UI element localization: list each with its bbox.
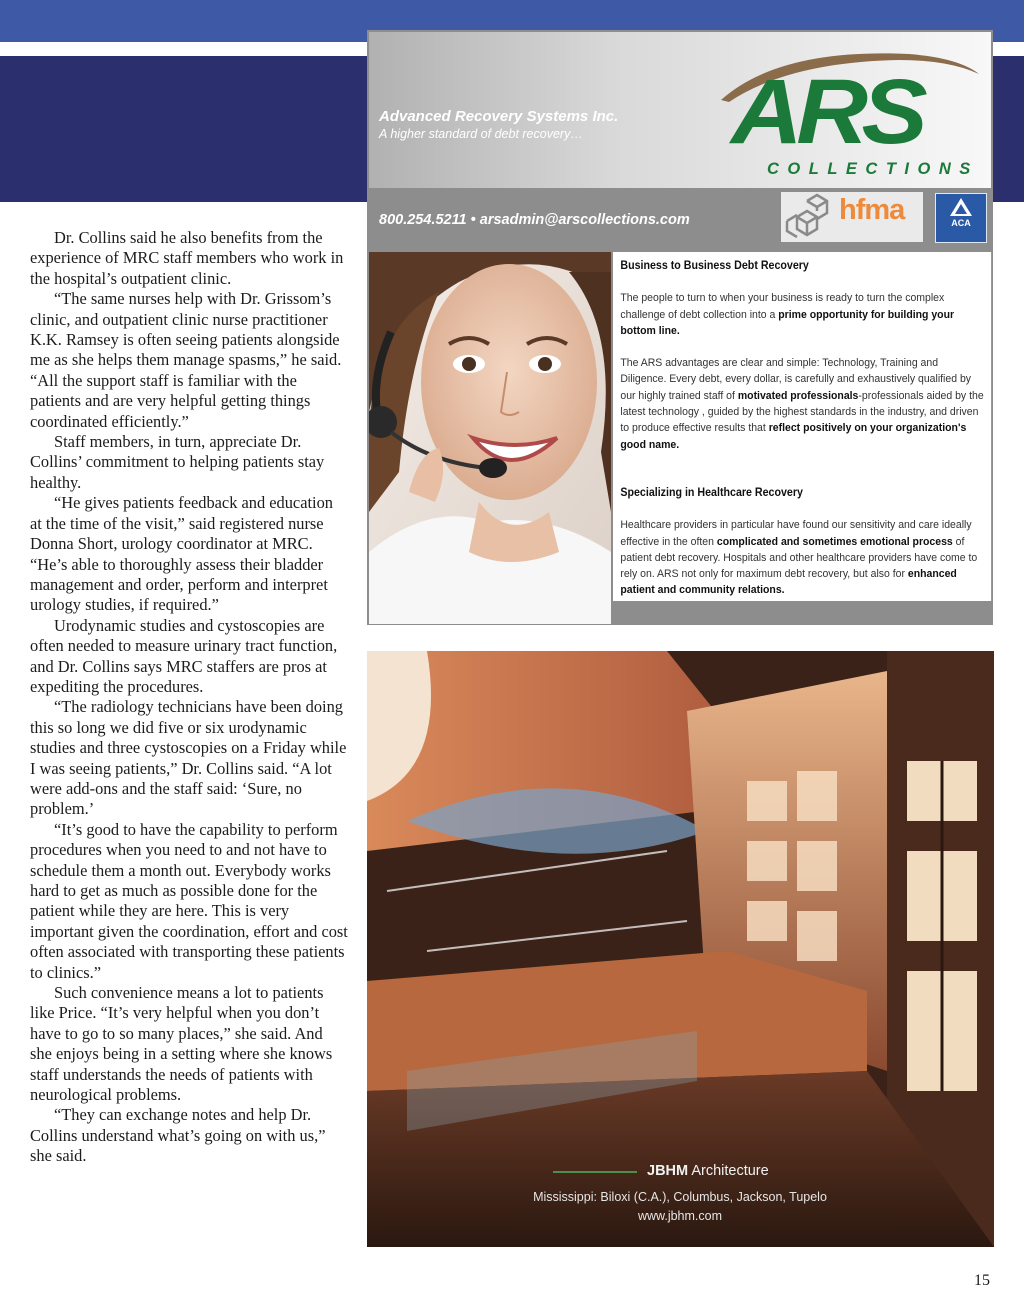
ad-text-bold: motivated professionals	[737, 389, 859, 402]
article-paragraph: “They can exchange notes and help Dr. Collins understand what’s going on with us,” she said.	[30, 1105, 326, 1166]
ad-text-span: of patient debt recovery. Hospitals and other healthcare providers have come to rely on. ARS not only for maximum debt recovery, but also for	[620, 535, 978, 581]
ad-text-span: Healthcare providers in particular have found our sensitivity and care ideally effective in the often	[620, 519, 972, 548]
ad-text-bold: prime opportunity for building your bottom line.	[620, 308, 955, 337]
ad-text-span: The ARS advantages are clear and simple: Technology, Training and Diligence. Every debt, every dollar, is carefully and exhaustively qualified by our highly trained staff of	[620, 357, 972, 402]
ad-heading-healthcare: Specializing in Healthcare Recovery	[620, 485, 803, 499]
article-paragraph: Urodynamic studies and cystoscopies are often needed to measure urinary tract function, and Dr. Collins says MRC staffers are pros at expediting the procedures.	[30, 615, 338, 696]
ad-paragraph	[620, 355, 983, 453]
hfma-cube-icon	[783, 193, 839, 241]
article-paragraph: “The same nurses help with Dr. Grissom’s clinic, and outpatient clinic nurse practitioner K.K. Ramsey is often seeing patients alongside me as she helps them manage spasms,” he said. “All the support staff is familiar with the patients and are very helpful getting things coordinated efficiently.”	[30, 289, 342, 431]
article-paragraph: “He gives patients feedback and education at the time of the visit,” said registered nurse Donna Short, urology coordinator at MRC. “He’s able to thoroughly assess their bladder management and order, perform and interpret urology studies, if required.”	[30, 493, 333, 615]
ad-company-name: Advanced Recovery Systems Inc.	[379, 108, 619, 125]
article-paragraph: Staff members, in turn, appreciate Dr. Collins’ commitment to helping patients stay healthy.	[30, 432, 325, 492]
architecture-url[interactable]: www.jbhm.com	[637, 1209, 723, 1223]
jbhm-architecture-ad	[367, 651, 994, 1247]
ad-text-bold: reflect positively on your organization's good name.	[620, 422, 967, 451]
aca-triangle-icon	[936, 196, 986, 220]
agent-photo	[369, 252, 611, 624]
aca-label: ACA	[951, 218, 971, 228]
article-paragraph: Such convenience means a lot to patients like Price. “It’s very helpful when you don’t have to go to so many places,” she said. And she enjoys being in a setting where she knows staff understands the needs of patients with neurological problems.	[30, 983, 333, 1105]
firm-name-rest: Architecture	[688, 1163, 769, 1179]
ad-contact-info: 800.254.5211 • arsadmin@arscollections.com	[379, 212, 690, 228]
ad-header	[369, 32, 991, 188]
ad-contact-band	[369, 190, 991, 250]
ad-text-span: -professionals aided by the latest technology , guided by the highest standards in the industry, and driven to produce effective results that	[620, 389, 984, 435]
ad-body-text	[613, 252, 991, 601]
building-interior-illustration	[367, 651, 994, 1247]
ars-logo-subtitle: COLLECTIONS	[767, 160, 979, 178]
architecture-firm-name	[647, 1163, 769, 1179]
architecture-locations: Mississippi: Biloxi (C.A.), Columbus, Jackson, Tupelo	[533, 1190, 827, 1204]
ars-logo	[709, 44, 989, 184]
page-number: 15	[974, 1272, 990, 1289]
hfma-label: hfma	[839, 194, 905, 226]
ad-text-bold: enhanced patient and community relations.	[620, 568, 957, 597]
article-paragraph: “It’s good to have the capability to perform procedures when you need to and not have to schedule them a month out. Everybody works hard to get as much as possible done for the patient while they are here. This is very important given the coordination, effort and cost often associated with transporting these patients to clinics.”	[30, 819, 348, 982]
ars-logo-wordmark: ARS	[731, 61, 922, 163]
caption-rule	[553, 1171, 637, 1173]
ad-heading-b2b: Business to Business Debt Recovery	[620, 259, 809, 272]
article-column	[30, 228, 348, 1167]
hfma-badge	[781, 192, 923, 242]
ad-paragraph	[620, 517, 983, 598]
ad-text-bold: complicated and sometimes emotional process	[716, 535, 953, 548]
ad-text-span: The people to turn to when your business is ready to turn the complex challenge of debt collection into a	[620, 292, 945, 321]
article-paragraph: Dr. Collins said he also benefits from the experience of MRC staff members who work in the hospital’s outpatient clinic.	[30, 228, 344, 288]
headset-agent-illustration	[369, 252, 611, 624]
ad-paragraph	[620, 290, 983, 339]
firm-name-bold: JBHM	[647, 1163, 689, 1179]
article-paragraph: “The radiology technicians have been doing this so long we did five or six urodynamic studies and three cystoscopies on a Friday while I was seeing patients,” Dr. Collins said. “A lot were add-ons and the staff said: ‘Sure, no problem.’	[30, 697, 347, 819]
ars-advertisement	[367, 30, 993, 625]
ad-tagline: A higher standard of debt recovery…	[379, 127, 583, 141]
aca-badge	[935, 193, 987, 243]
